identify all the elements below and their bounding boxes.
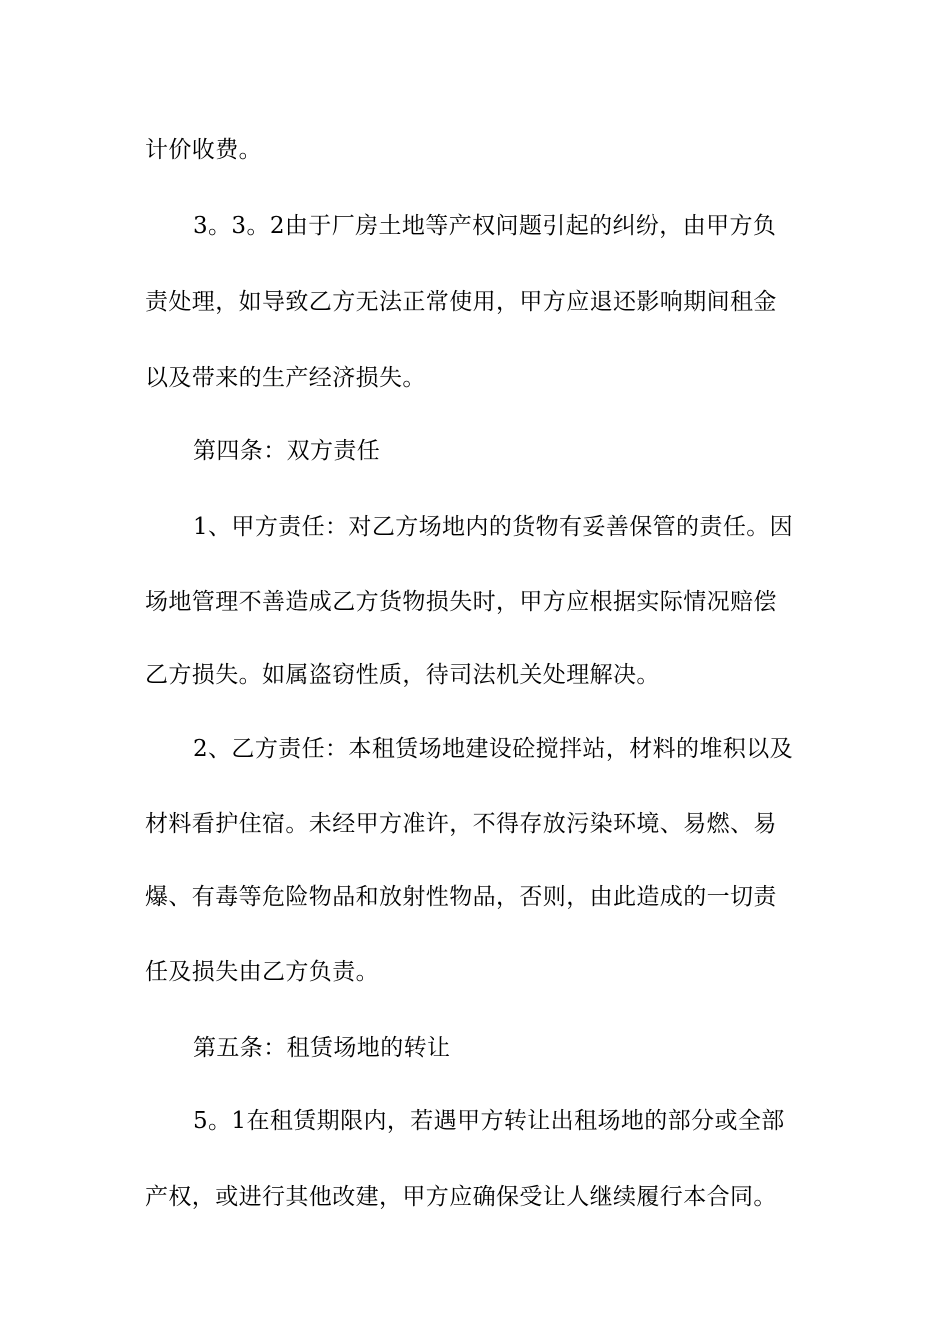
paragraph-3-3-2: 3。3。2由于厂房土地等产权问题引起的纠纷，由甲方负 bbox=[193, 213, 777, 239]
article-5-heading: 第五条：租赁场地的转让 bbox=[193, 1035, 451, 1061]
text-line: 场地管理不善造成乙方货物损失时，甲方应根据实际情况赔偿 bbox=[145, 589, 777, 615]
text-line: 爆、有毒等危险物品和放射性物品，否则，由此造成的一切责 bbox=[145, 884, 777, 910]
text-line: 计价收费。 bbox=[145, 137, 262, 163]
text-line: 以及带来的生产经济损失。 bbox=[145, 365, 426, 391]
text-line: 乙方损失。如属盗窃性质，待司法机关处理解决。 bbox=[145, 662, 660, 688]
text-line: 材料看护住宿。未经甲方准许，不得存放污染环境、易燃、易 bbox=[145, 811, 777, 837]
paragraph-5-1: 5。1在租赁期限内，若遇甲方转让出租场地的部分或全部 bbox=[193, 1108, 785, 1134]
text-line: 任及损失由乙方负责。 bbox=[145, 959, 379, 985]
article-4-heading: 第四条：双方责任 bbox=[193, 438, 381, 464]
text-line: 责处理，如导致乙方无法正常使用，甲方应退还影响期间租金 bbox=[145, 289, 777, 315]
party-a-responsibility: 1、甲方责任：对乙方场地内的货物有妥善保管的责任。因 bbox=[193, 514, 794, 540]
text-line: 产权，或进行其他改建，甲方应确保受让人继续履行本合同。 bbox=[145, 1184, 777, 1210]
party-b-responsibility: 2、乙方责任：本租赁场地建设砼搅拌站，材料的堆积以及 bbox=[193, 736, 794, 762]
